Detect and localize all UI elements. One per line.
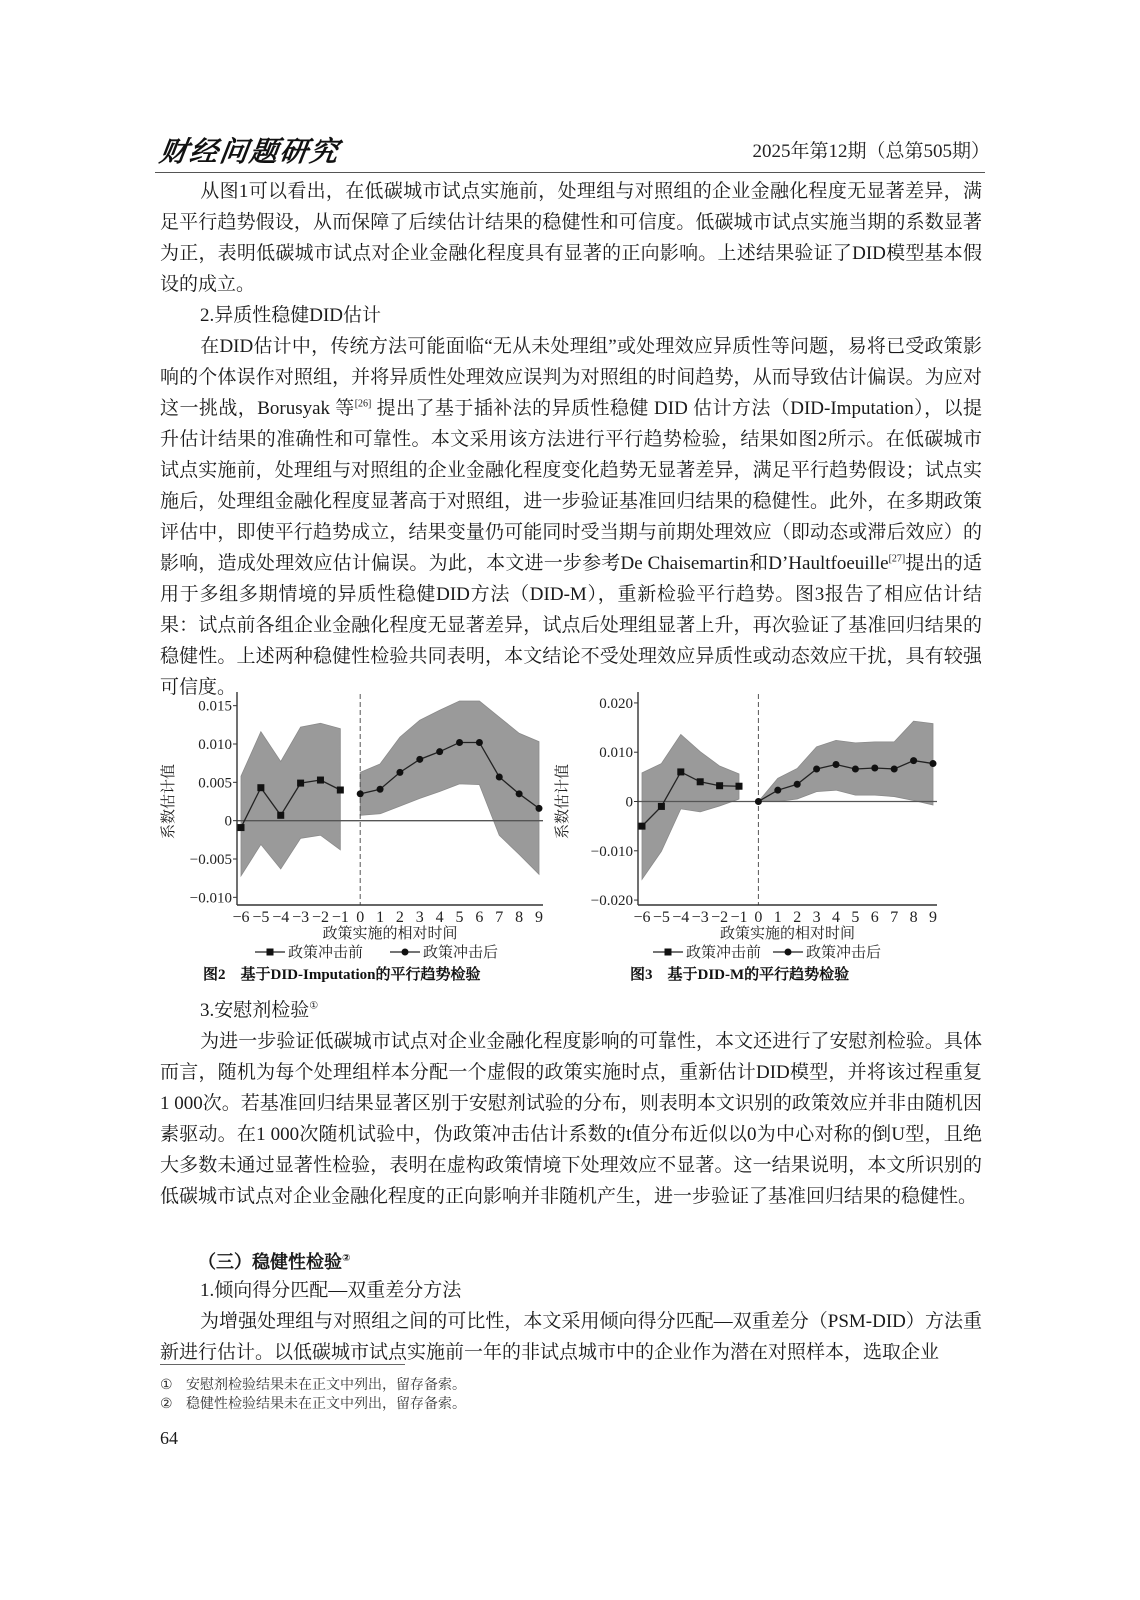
paragraph-1-text: 从图1可以看出，在低碳城市试点实施前，处理组与对照组的企业金融化程度无显著差异，满足平行趋势假设，从而保障了后续估计结果的稳健性和可信度。低碳城市试点实施当期的系数显著为正，表明低碳城市试点对企业金融化程度具有显著的正向影响。上述结果验证了DID模型基本假设的成立。	[160, 181, 982, 295]
chart2-xtick-label: 6	[475, 909, 484, 926]
chart3-xtick-label: 9	[929, 909, 937, 926]
chart2-point-post	[456, 739, 463, 746]
chart3-xtick-label: 3	[812, 909, 821, 926]
chart3-point-post	[813, 765, 820, 772]
chart2-legend-marker-post	[402, 949, 409, 956]
footnote-ref-2[interactable]: ②	[342, 1253, 351, 1264]
chart2-xtick-label: 4	[435, 909, 444, 926]
chart3-ytick-label: −0.020	[590, 893, 633, 910]
chart3-point-post	[852, 765, 859, 772]
chart2-xtick-label: 9	[535, 909, 543, 926]
footnote-1-mark: ①	[160, 1377, 173, 1393]
chart2-point-pre	[317, 777, 324, 784]
chart2-point-post	[476, 739, 483, 746]
chart2-y-axis-title: 系数估计值	[161, 763, 177, 840]
chart3-xtick-label: −1	[730, 909, 748, 926]
chart2-point-post	[416, 756, 423, 763]
footnote-ref-1[interactable]: ①	[309, 1000, 319, 1012]
chart3-xtick-label: −3	[691, 909, 709, 926]
chart2-xtick-label: 1	[376, 909, 385, 926]
chart3-point-pre	[639, 823, 646, 830]
chart3-xtick-label: 4	[832, 909, 840, 926]
chart3-point-post	[891, 765, 898, 772]
chart2-caption: 图2 基于DID-Imputation的平行趋势检验	[203, 967, 481, 983]
chart2-xtick-label: 3	[415, 909, 424, 926]
heading-placebo-text: 3.安慰剂检验	[200, 1000, 310, 1021]
paragraph-2	[160, 331, 982, 703]
chart3-xtick-label: 1	[773, 909, 782, 926]
chart2-point-post	[516, 790, 523, 797]
footnote-2	[160, 1393, 466, 1413]
footnote-1	[160, 1374, 466, 1394]
chart2-point-pre	[277, 812, 284, 819]
chart3-legend-marker-pre	[665, 949, 672, 956]
chart3-xtick-label: 2	[793, 909, 802, 926]
chart3-point-post	[794, 781, 801, 788]
citation-26[interactable]: [26]	[354, 398, 372, 410]
chart3-xtick-label: −4	[672, 909, 690, 926]
figure-3	[545, 690, 940, 990]
chart3-ytick-label: 0	[625, 794, 633, 811]
chart2-xtick-label: −6	[232, 909, 250, 926]
chart2-xtick-label: −4	[272, 909, 290, 926]
header-rule	[155, 172, 985, 173]
chart3-point-post	[755, 798, 762, 805]
section-robustness	[198, 1248, 350, 1274]
figure-2-plot	[155, 690, 545, 990]
paragraph-4-text: 为增强处理组与对照组之间的可比性，本文采用倾向得分匹配—双重差分（PSM-DID）方法重新进行估计。以低碳城市试点实施前一年的非试点城市中的企业作为潜在对照样本，选取企业	[160, 1311, 982, 1363]
paragraph-3	[160, 1026, 982, 1212]
chart3-point-post	[774, 787, 781, 794]
chart3-point-post	[871, 764, 878, 771]
chart2-legend-marker-pre	[267, 949, 274, 956]
citation-27[interactable]: [27]	[888, 553, 906, 565]
chart2-point-post	[436, 748, 443, 755]
chart2-xtick-label: 8	[515, 909, 524, 926]
chart3-legend-label-pre: 政策冲击前	[686, 945, 762, 961]
chart2-point-post	[357, 790, 364, 797]
chart2-ytick-label: 0.010	[198, 737, 232, 753]
footnote-2-mark: ②	[160, 1396, 173, 1412]
chart2-xtick-label: −2	[311, 909, 329, 926]
journal-logo: 财经问题研究	[157, 135, 343, 168]
chart2-ytick-label: 0.015	[198, 698, 232, 715]
chart2-ytick-label: −0.010	[189, 890, 232, 907]
footnote-1-text: 安慰剂检验结果未在正文中列出，留存备索。	[186, 1377, 466, 1393]
chart2-xtick-label: 0	[356, 909, 365, 926]
paragraph-2-text-a: 在DID估计中，传统方法可能面临“无从未处理组”或处理效应异质性等问题，易将已受政策影响的个体误作对照组，并将异质性处理效应误判为对照组的时间趋势，从而导致估计偏误。为应对这一挑战，Borusyak 等	[160, 336, 982, 419]
chart3-legend-label-post: 政策冲击后	[806, 945, 882, 961]
chart3-xtick-label: 7	[890, 909, 899, 926]
chart3-xtick-label: −6	[633, 909, 651, 926]
chart2-xtick-label: 7	[495, 909, 504, 926]
heading-psm-did: 1.倾向得分匹配—双重差分方法	[200, 1280, 462, 1301]
chart2-xtick-label: −1	[331, 909, 349, 926]
chart2-x-axis-title: 政策实施的相对时间	[322, 926, 458, 942]
chart2-point-pre	[257, 784, 264, 791]
page-number: 64	[160, 1428, 178, 1448]
chart2-xtick-label: −3	[292, 909, 310, 926]
chart2-ytick-label: 0	[224, 813, 232, 830]
paragraph-4	[160, 1306, 982, 1368]
chart3-point-post	[833, 761, 840, 768]
chart2-point-post	[496, 773, 503, 780]
chart3-xtick-label: 5	[851, 909, 860, 926]
chart2-point-pre	[297, 780, 304, 787]
figure-2	[155, 690, 545, 990]
chart2-point-pre	[238, 824, 245, 831]
chart2-xtick-label: 2	[395, 909, 404, 926]
chart3-point-post	[910, 757, 917, 764]
chart3-legend-marker-post	[785, 949, 792, 956]
figure-3-plot	[545, 690, 940, 990]
chart2-ytick-label: 0.005	[198, 775, 232, 792]
chart3-xtick-label: −5	[652, 909, 670, 926]
chart3-y-axis-title: 系数估计值	[555, 763, 571, 840]
chart3-x-axis-title: 政策实施的相对时间	[719, 926, 856, 942]
chart2-ytick-label: −0.005	[189, 852, 232, 868]
chart3-xtick-label: 0	[754, 909, 763, 926]
chart2-xtick-label: −5	[252, 909, 270, 926]
chart2-point-post	[377, 786, 384, 793]
footnote-rule	[160, 1364, 405, 1365]
chart3-point-pre	[736, 783, 743, 790]
chart3-point-pre	[697, 778, 704, 785]
heading-placebo	[200, 995, 318, 1022]
chart3-xtick-label: 8	[909, 909, 918, 926]
chart2-legend-label-post: 政策冲击后	[423, 945, 499, 961]
chart2-legend-label-pre: 政策冲击前	[288, 945, 364, 961]
chart3-ytick-label: −0.010	[590, 843, 633, 860]
chart3-ytick-label: 0.020	[599, 695, 633, 712]
paragraph-2-text-c: 提出的适用于多组多期情境的异质性稳健DID方法（DID-M），重新检验平行趋势。图3报告了相应估计结果：试点前各组企业金融化程度无显著差异，试点后处理组显著上升，再次验证了基准回归结果的稳健性。上述两种稳健性检验共同表明，本文结论不受处理效应异质性或动态效应干扰，具有较强可信度。	[160, 553, 982, 698]
issue-number: 2025年第12期（总第505期）	[752, 141, 990, 162]
chart3-point-pre	[716, 782, 723, 789]
chart3-ci-band-pre	[642, 734, 739, 879]
paragraph-1	[160, 176, 982, 300]
chart3-point-post	[930, 760, 937, 767]
chart3-point-pre	[677, 768, 684, 775]
chart3-xtick-label: −2	[711, 909, 729, 926]
chart2-point-pre	[337, 787, 344, 794]
chart3-point-pre	[658, 803, 665, 810]
paragraph-3-text: 为进一步验证低碳城市试点对企业金融化程度影响的可靠性，本文还进行了安慰剂检验。具体而言，随机为每个处理组样本分配一个虚假的政策实施时点，重新估计DID模型，并将该过程重复1 000次。若基准回归结果显著区别于安慰剂试验的分布，则表明本文识别的政策效应并非由随机因素驱动。在1 000次随机试验中，伪政策冲击估计系数的t值分布近似以0为中心对称的倒U型，且绝大多数未通过显著性检验，表明在虚构政策情境下处理效应不显著。这一结果说明，本文所识别的低碳城市试点对企业金融化程度的正向影响并非随机产生，进一步验证了基准回归结果的稳健性。	[160, 1031, 982, 1207]
chart3-xtick-label: 6	[870, 909, 879, 926]
heading-heterogeneity-did: 2.异质性稳健DID估计	[200, 305, 382, 326]
section-robustness-text: （三）稳健性检验	[198, 1252, 342, 1273]
footnote-2-text: 稳健性检验结果未在正文中列出，留存备索。	[186, 1396, 466, 1412]
chart2-point-post	[536, 805, 543, 812]
chart2-point-post	[396, 769, 403, 776]
chart3-caption: 图3 基于DID-M的平行趋势检验	[630, 967, 850, 983]
paragraph-2-text-b: 提出了基于插补法的异质性稳健 DID 估计方法（DID-Imputation），以提升估计结果的准确性和可靠性。本文采用该方法进行平行趋势检验，结果如图2所示。在低碳城市试点实施前，处理组与对照组的企业金融化程度变化趋势无显著差异，满足平行趋势假设；试点实施后，处理组金融化程度显著高于对照组，进一步验证基准回归结果的稳健性。此外，在多期政策评估中，即使平行趋势成立，结果变量仍可能同时受当期与前期处理效应（即动态或滞后效应）的影响，造成处理效应估计偏误。为此，本文进一步参考De Chaisemartin和D’Haultfoeuille	[160, 398, 983, 574]
chart2-xtick-label: 5	[455, 909, 464, 926]
chart3-ytick-label: 0.010	[599, 745, 633, 762]
